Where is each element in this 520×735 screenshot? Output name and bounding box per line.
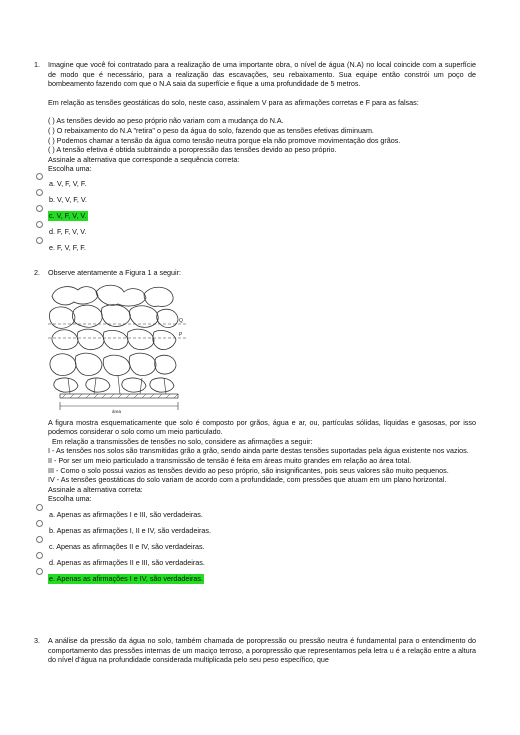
question-intro: Observe atentamente a Figura 1 a seguir: — [48, 268, 182, 277]
statement: ( ) Podemos chamar a tensão da água como tensão neutra porque ela não promove movimentação dos grãos. — [48, 135, 401, 145]
choose-label: Escolha uma: — [48, 494, 92, 504]
radio-button[interactable] — [36, 520, 43, 527]
option-label: d. F, F, V, V. — [49, 226, 87, 236]
question-2 — [34, 268, 476, 587]
option-label: a. Apenas as afirmações I e III, são verdadeiras. — [49, 509, 203, 519]
radio-button[interactable] — [36, 173, 43, 180]
radio-button[interactable] — [36, 189, 43, 196]
statement: ( ) A tensão efetiva é obtida subtraindo a poropressão das tensões devido ao peso próprio. — [48, 145, 337, 155]
question-3 — [34, 636, 476, 665]
option-label: c. Apenas as afirmações II e IV, são verdadeiras. — [49, 541, 205, 551]
option-e[interactable] — [48, 240, 476, 256]
radio-button[interactable] — [36, 205, 43, 212]
option-label-selected: c. V, F, V, V. — [49, 210, 87, 220]
statement: I - As tensões nos solos são transmitidas grão a grão, sendo ainda parte destas tensões suportadas pela água existente nos vazios. — [48, 446, 469, 456]
question-prompt: Em relação as tensões geostáticas do solo, neste caso, assinalem V para as afirmações corretas e F para as falsas: — [48, 97, 419, 107]
choose-label: Escolha uma: — [48, 164, 92, 174]
question-1 — [34, 60, 476, 256]
option-a[interactable] — [48, 507, 476, 523]
statement: ( ) As tensões devido ao peso próprio não variam com a mudança do N.A. — [48, 116, 284, 126]
option-label: a. V, F, V, F. — [49, 178, 87, 188]
question-text: Imagine que você foi contratado para a realização de uma importante obra, o nível de água (N.A) no local coincide com a superfície de modo que é necessário, para a realização das escavações, seu rebaixamento. Sua equipe então constrói um poço de bombeamento fazendo com que o N.A saia da superfície e fique a uma profundidade de 5 metros. — [48, 60, 476, 89]
question-text: A análise da pressão da água no solo, também chamada de poropressão ou pressão neutra é fundamental para o entendimento do comportamento das pressões internas de um maciço terroso, a poropressão que representamos pela letra u é a relação entre a altura do nível d’água na profundidade considerada multiplicada pelo seu peso específico, que — [48, 636, 476, 665]
soil-particles-figure — [48, 282, 188, 414]
radio-button[interactable] — [36, 221, 43, 228]
option-d[interactable] — [48, 224, 476, 240]
option-d[interactable] — [48, 555, 476, 571]
option-c[interactable] — [48, 539, 476, 555]
statement: II - Por ser um meio particulado a transmissão de tensão é feita em áreas muito grandes em relação ao área total. — [48, 455, 412, 465]
option-a[interactable] — [48, 176, 476, 192]
option-c[interactable] — [48, 208, 476, 224]
statement: III - Como o solo possui vazios as tensões devido ao peso próprio, são insignificantes, pois seus valores são muito pequenos. — [48, 465, 449, 475]
option-label-selected: e. Apenas as afirmações I e IV, são verdadeiras. — [49, 573, 203, 583]
radio-button[interactable] — [36, 504, 43, 511]
option-label: b. V, V, F, V. — [49, 194, 87, 204]
figure-label-area: área — [112, 408, 122, 414]
instruction: Assinale a alternativa correta: — [48, 484, 143, 494]
radio-button[interactable] — [36, 237, 43, 244]
figure-label-p: P — [179, 331, 183, 338]
radio-button[interactable] — [36, 568, 43, 575]
question-number: 3. — [34, 636, 40, 645]
option-label: b. Apenas as afirmações I, II e IV, são verdadeiras. — [49, 525, 211, 535]
radio-button[interactable] — [36, 552, 43, 559]
paragraph: Em relação a transmissões de tensões no solo, considere as afirmações a seguir: — [52, 436, 313, 446]
statement: IV - As tensões geostáticas do solo variam de acordo com a profundidade, com pressões que atuam em um plano horizontal. — [48, 475, 447, 485]
paragraph: A figura mostra esquematicamente que solo é composto por grãos, água e ar, ou, partículas sólidas, líquidas e gasosas, por isso podemos considerar o solo como um meio particulado. — [48, 417, 476, 437]
instruction: Assinale a alternativa que corresponde a sequência correta: — [48, 154, 240, 164]
figure-label-q: Q — [179, 317, 183, 324]
option-e[interactable] — [48, 571, 476, 587]
option-label: e. F, V, F, F. — [49, 242, 86, 252]
option-b[interactable] — [48, 192, 476, 208]
statement: ( ) O rebaixamento do N.A "retira" o peso da água do solo, fazendo que as tensões efetivas diminuam. — [48, 125, 374, 135]
option-b[interactable] — [48, 523, 476, 539]
option-label: d. Apenas as afirmações II e III, são verdadeiras. — [49, 557, 205, 567]
question-number: 2. — [34, 268, 40, 277]
question-number: 1. — [34, 60, 40, 69]
radio-button[interactable] — [36, 536, 43, 543]
